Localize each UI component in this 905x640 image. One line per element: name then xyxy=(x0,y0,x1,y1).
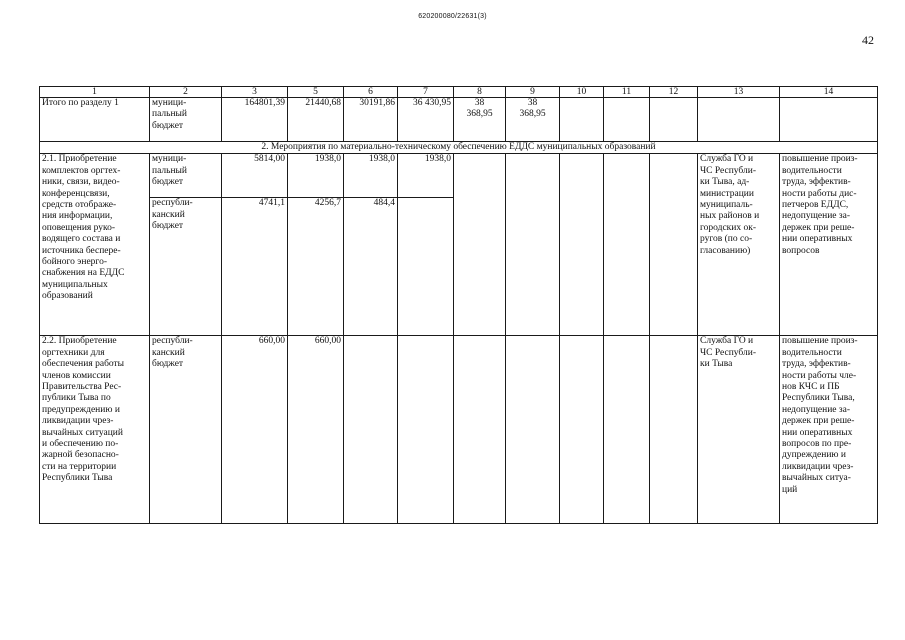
cell-value: 21440,68 xyxy=(288,98,344,142)
column-header: 9 xyxy=(506,87,560,98)
cell-value: 5814,00 xyxy=(222,154,288,198)
empty-cell xyxy=(604,336,650,524)
executor: Служба ГО и ЧС Республи- ки Тыва xyxy=(698,336,780,524)
column-header: 2 xyxy=(150,87,222,98)
column-header: 5 xyxy=(288,87,344,98)
funding-source: муници- пальный бюджет xyxy=(150,98,222,142)
cell-value: 660,00 xyxy=(288,336,344,524)
executor: Служба ГО и ЧС Республи- ки Тыва, ад- министрации муниципаль- ных районов и городских ок- ругов (по со- гласованию) xyxy=(698,154,780,336)
empty-cell xyxy=(454,336,506,524)
cell-value: 38 368,95 xyxy=(506,98,560,142)
column-header: 1 xyxy=(40,87,150,98)
page-number: 42 xyxy=(862,33,874,47)
column-header: 6 xyxy=(344,87,398,98)
empty-cell xyxy=(650,154,698,336)
measure-name: 2.2. Приобретение оргтехники для обеспечения работы членов комиссии Правительства Рес- публики Тыва по предупреждению и ликвидации чрез- вычайных ситуаций и обеспечению по- жарной безопасно- сти на территории Республики Тыва xyxy=(40,336,150,524)
empty-cell xyxy=(454,154,506,336)
cell-value: 36 430,95 xyxy=(398,98,454,142)
document-id: 620200080/22631(3) xyxy=(418,13,487,20)
cell-value: 4256,7 xyxy=(288,198,344,336)
empty-cell xyxy=(560,98,604,142)
empty-cell xyxy=(398,336,454,524)
empty-cell xyxy=(604,154,650,336)
column-header: 11 xyxy=(604,87,650,98)
column-header: 12 xyxy=(650,87,698,98)
cell-value: 1938,0 xyxy=(344,154,398,198)
expected-result: повышение произ- водительности труда, эффектив- ности работы дис- петчеров ЕДДС, недопущение за- держек при реше- нии оперативных вопросов xyxy=(780,154,878,336)
cell-value: 164801,39 xyxy=(222,98,288,142)
section1-total-row xyxy=(40,98,878,142)
column-number-row xyxy=(40,87,878,98)
item-2-2-row xyxy=(40,336,878,524)
cell-value: 660,00 xyxy=(222,336,288,524)
section-heading-row xyxy=(40,142,878,154)
funding-source: республи- канский бюджет xyxy=(150,198,222,336)
row-label: Итого по разделу 1 xyxy=(40,98,150,142)
funding-source: муници- пальный бюджет xyxy=(150,154,222,198)
cell-value: 1938,0 xyxy=(288,154,344,198)
column-header: 8 xyxy=(454,87,506,98)
empty-cell xyxy=(560,154,604,336)
budget-table xyxy=(39,86,878,524)
cell-value: 30191,86 xyxy=(344,98,398,142)
empty-cell xyxy=(698,98,780,142)
cell-value: 38 368,95 xyxy=(454,98,506,142)
column-header: 13 xyxy=(698,87,780,98)
empty-cell xyxy=(560,336,604,524)
empty-cell xyxy=(506,336,560,524)
empty-cell xyxy=(506,154,560,336)
funding-source: республи- канский бюджет xyxy=(150,336,222,524)
empty-cell xyxy=(398,198,454,336)
column-header: 3 xyxy=(222,87,288,98)
measure-name: 2.1. Приобретение комплектов оргтех- ники, связи, видео- конференцсвязи, средств отображе- ния информации, оповещения руко- водящего состава и источника беспере- бойного энерго- снабжения на ЕДДС муниципальных образований xyxy=(40,154,150,336)
empty-cell xyxy=(650,98,698,142)
section-title: 2. Мероприятия по материально-техническому обеспечению ЕДДС муниципальных образований xyxy=(40,142,878,154)
empty-cell xyxy=(344,336,398,524)
cell-value: 484,4 xyxy=(344,198,398,336)
column-header: 14 xyxy=(780,87,878,98)
item-2-1-row-municipal xyxy=(40,154,878,198)
column-header: 10 xyxy=(560,87,604,98)
column-header: 7 xyxy=(398,87,454,98)
cell-value: 4741,1 xyxy=(222,198,288,336)
empty-cell xyxy=(650,336,698,524)
empty-cell xyxy=(604,98,650,142)
cell-value: 1938,0 xyxy=(398,154,454,198)
empty-cell xyxy=(780,98,878,142)
expected-result: повышение произ- водительности труда, эффектив- ности работы чле- нов КЧС и ПБ Республики Тыва, недопущение за- держек при реше- нии оперативных вопросов по пре- дупреждению и ликвидации чрез- вычайных ситуа- ций xyxy=(780,336,878,524)
